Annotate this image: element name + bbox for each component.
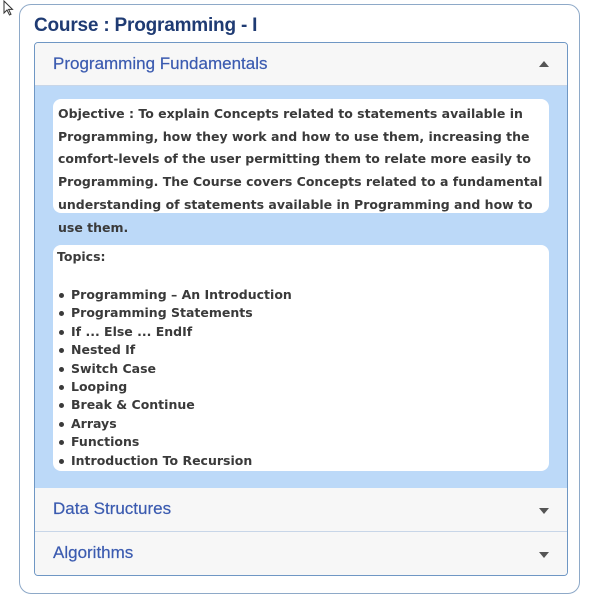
section-title: Algorithms: [53, 543, 134, 562]
topics-box: [53, 245, 549, 471]
section-header-algorithms[interactable]: [35, 532, 567, 576]
course-title: Course : Programming - I: [34, 15, 258, 36]
objective-text: Objective : To explain Concepts related to statements available in Programming, how they work and how to use them, increasing the comfort-levels of the user permitting them to relate more easily to Programming. The Course covers Concepts related to a fundamental understanding of statements available in Programming and how to use them.: [58, 106, 543, 235]
section-title: Data Structures: [53, 499, 172, 518]
caret-down-icon[interactable]: [539, 552, 549, 558]
topic-item: Programming – An Introduction: [57, 286, 543, 304]
section-header-programming-fundamentals[interactable]: [35, 43, 567, 86]
topics-heading: Topics:: [57, 249, 106, 264]
course-card: [19, 4, 580, 594]
caret-up-icon[interactable]: [539, 61, 549, 67]
topic-item: Switch Case: [57, 360, 543, 378]
topic-item: Break & Continue: [57, 396, 543, 414]
section-body-programming-fundamentals: [35, 86, 567, 488]
topic-item: Programming Statements: [57, 304, 543, 322]
topic-item: If ... Else ... EndIf: [57, 323, 543, 341]
course-accordion: [34, 42, 568, 576]
topics-list: [57, 286, 543, 470]
section-header-data-structures[interactable]: [35, 488, 567, 532]
topic-item: Arrays: [57, 415, 543, 433]
section-title: Programming Fundamentals: [53, 54, 268, 73]
topic-item: Introduction To Recursion: [57, 452, 543, 470]
topic-item: Functions: [57, 433, 543, 451]
topic-item: Nested If: [57, 341, 543, 359]
topic-item: Looping: [57, 378, 543, 396]
caret-down-icon[interactable]: [539, 508, 549, 514]
objective-box: [53, 99, 549, 235]
mouse-cursor-icon: [3, 0, 17, 16]
